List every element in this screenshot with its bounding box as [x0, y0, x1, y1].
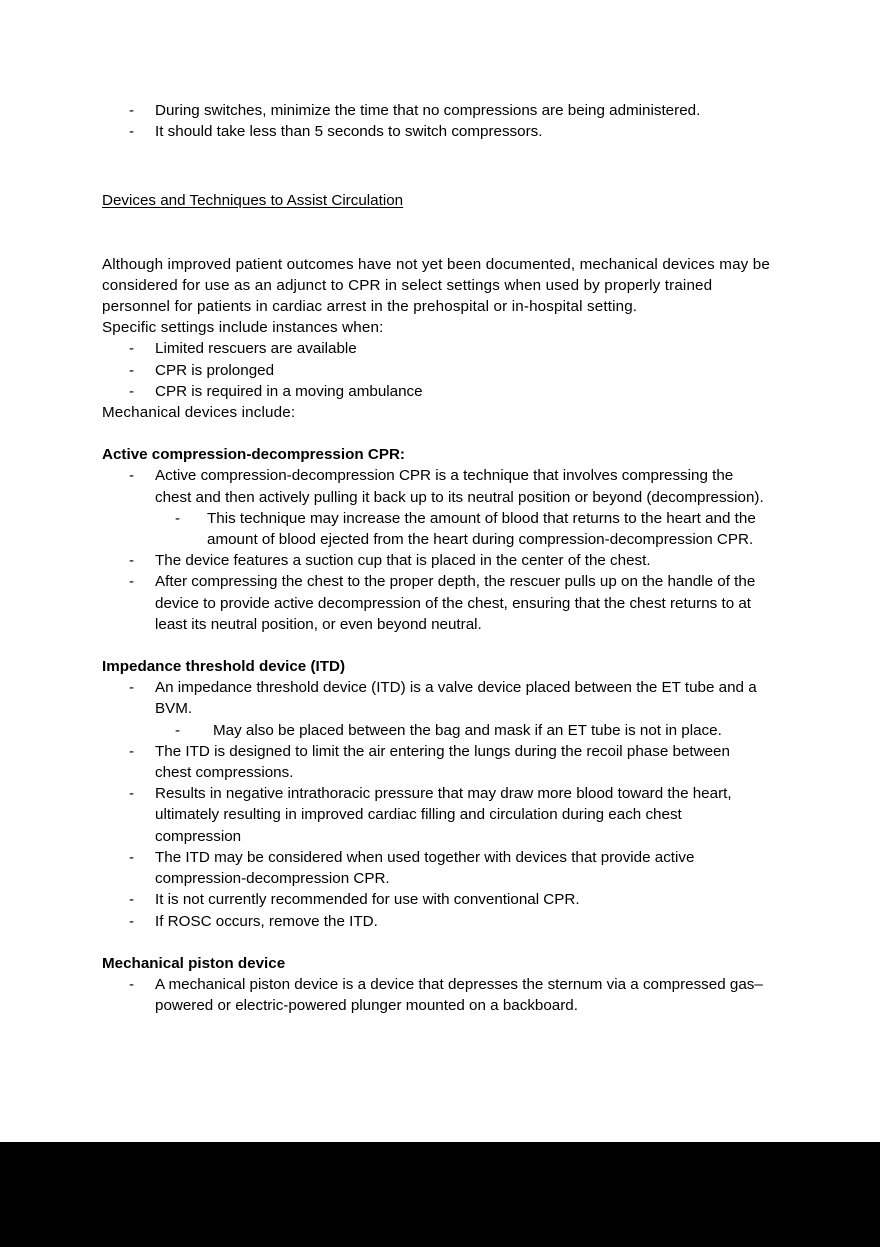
spacer: [102, 423, 770, 444]
list-item: [102, 550, 770, 571]
list-item-text: The ITD is designed to limit the air entering the lungs during the recoil phase between chest compressions.: [155, 742, 730, 782]
intro-paragraph: Although improved patient outcomes have not yet been documented, mechanical devices may be considered for use as an adjunct to CPR in select settings when used by properly trained personnel for patients in cardiac arrest in the prehospital or in-hospital setting.: [102, 255, 770, 316]
list-item: [102, 100, 770, 121]
dash-bullet-icon: -: [129, 361, 135, 379]
dash-bullet-icon: -: [129, 467, 135, 485]
list-item-text: If ROSC occurs, remove the ITD.: [155, 912, 378, 930]
dash-bullet-icon: -: [129, 679, 135, 697]
list-item: [102, 121, 770, 142]
acd-sub-bullet-list: [155, 508, 770, 550]
list-item-text: The device features a suction cup that is placed in the center of the chest.: [155, 552, 651, 570]
dash-bullet-icon: -: [129, 785, 135, 803]
list-item: [102, 889, 770, 910]
list-item: [102, 571, 770, 635]
list-item-text: Limited rescuers are available: [155, 340, 357, 358]
specific-settings-list: [102, 338, 770, 402]
list-item: [102, 720, 770, 741]
list-item: [102, 783, 770, 847]
list-item: [102, 360, 770, 381]
specific-settings-lead: Specific settings include instances when:: [102, 319, 384, 337]
itd-sub-bullet-list: [155, 720, 770, 741]
list-item-text: An impedance threshold device (ITD) is a valve device placed between the ET tube and a BVM.: [155, 679, 757, 718]
spacer: [102, 170, 770, 190]
list-item-text: It is not currently recommended for use with conventional CPR.: [155, 891, 580, 909]
spacer: [102, 240, 770, 254]
list-item: [102, 741, 770, 783]
dash-bullet-icon: -: [175, 721, 181, 739]
list-item: [102, 465, 770, 550]
dash-bullet-icon: -: [129, 912, 135, 930]
document-content: [102, 100, 770, 1016]
list-item-text: Results in negative intrathoracic pressure that may draw more blood toward the heart, ultimately resulting in improved cardiac filling and circulation during each chest compression: [155, 785, 732, 845]
dash-bullet-icon: -: [129, 340, 135, 358]
list-item-text: CPR is prolonged: [155, 361, 275, 379]
dash-bullet-icon: -: [129, 891, 135, 909]
top-bullet-list: [102, 100, 770, 142]
list-item-text: This technique may increase the amount of blood that returns to the heart and the amount of blood ejected from the heart during compression-decompression CPR.: [207, 509, 756, 549]
list-item: [102, 381, 770, 402]
dash-bullet-icon: -: [175, 509, 181, 527]
dash-bullet-icon: -: [129, 123, 135, 141]
dash-bullet-icon: -: [129, 382, 135, 400]
list-item: [102, 847, 770, 889]
spacer: [102, 142, 770, 170]
piston-heading: Mechanical piston device: [102, 954, 286, 972]
spacer: [102, 212, 770, 240]
list-item-text: After compressing the chest to the proper depth, the rescuer pulls up on the handle of the device to provide active decompression of the chest, ensuring that the chest returns to at least its neutral position, or even beyond neutral.: [155, 573, 756, 633]
dash-bullet-icon: -: [129, 742, 135, 760]
list-item: [102, 338, 770, 359]
list-item-text: May also be placed between the bag and mask if an ET tube is not in place.: [213, 721, 722, 739]
list-item: [102, 911, 770, 932]
itd-bullet-list: [102, 677, 770, 931]
list-item: [102, 974, 770, 1016]
dash-bullet-icon: -: [129, 552, 135, 570]
list-item-text: Active compression-decompression CPR is a technique that involves compressing the chest and then actively pulling it back up to its neutral position or beyond (decompression).: [155, 467, 764, 506]
itd-heading: Impedance threshold device (ITD): [102, 658, 346, 676]
dash-bullet-icon: -: [129, 102, 135, 119]
list-item-text: CPR is required in a moving ambulance: [155, 382, 423, 400]
mechanical-devices-lead: Mechanical devices include:: [102, 404, 296, 422]
list-item: [102, 508, 770, 550]
footer-black-band: [0, 1142, 880, 1247]
dash-bullet-icon: -: [129, 975, 135, 993]
list-item-text: The ITD may be considered when used together with devices that provide active compression-decompression CPR.: [155, 848, 695, 888]
spacer: [102, 932, 770, 953]
list-item-text: During switches, minimize the time that no compressions are being administered.: [155, 102, 701, 119]
spacer: [102, 635, 770, 656]
dash-bullet-icon: -: [129, 573, 135, 591]
dash-bullet-icon: -: [129, 848, 135, 866]
acd-bullet-list: [102, 465, 770, 635]
list-item: [102, 677, 770, 741]
piston-bullet-list: [102, 974, 770, 1016]
section-heading: Devices and Techniques to Assist Circulation: [102, 192, 404, 210]
acd-heading: Active compression-decompression CPR:: [102, 446, 405, 464]
list-item-text: A mechanical piston device is a device that depresses the sternum via a compressed gas–powered or electric-powered plunger mounted on a backboard.: [155, 975, 763, 1015]
list-item-text: It should take less than 5 seconds to switch compressors.: [155, 123, 543, 141]
